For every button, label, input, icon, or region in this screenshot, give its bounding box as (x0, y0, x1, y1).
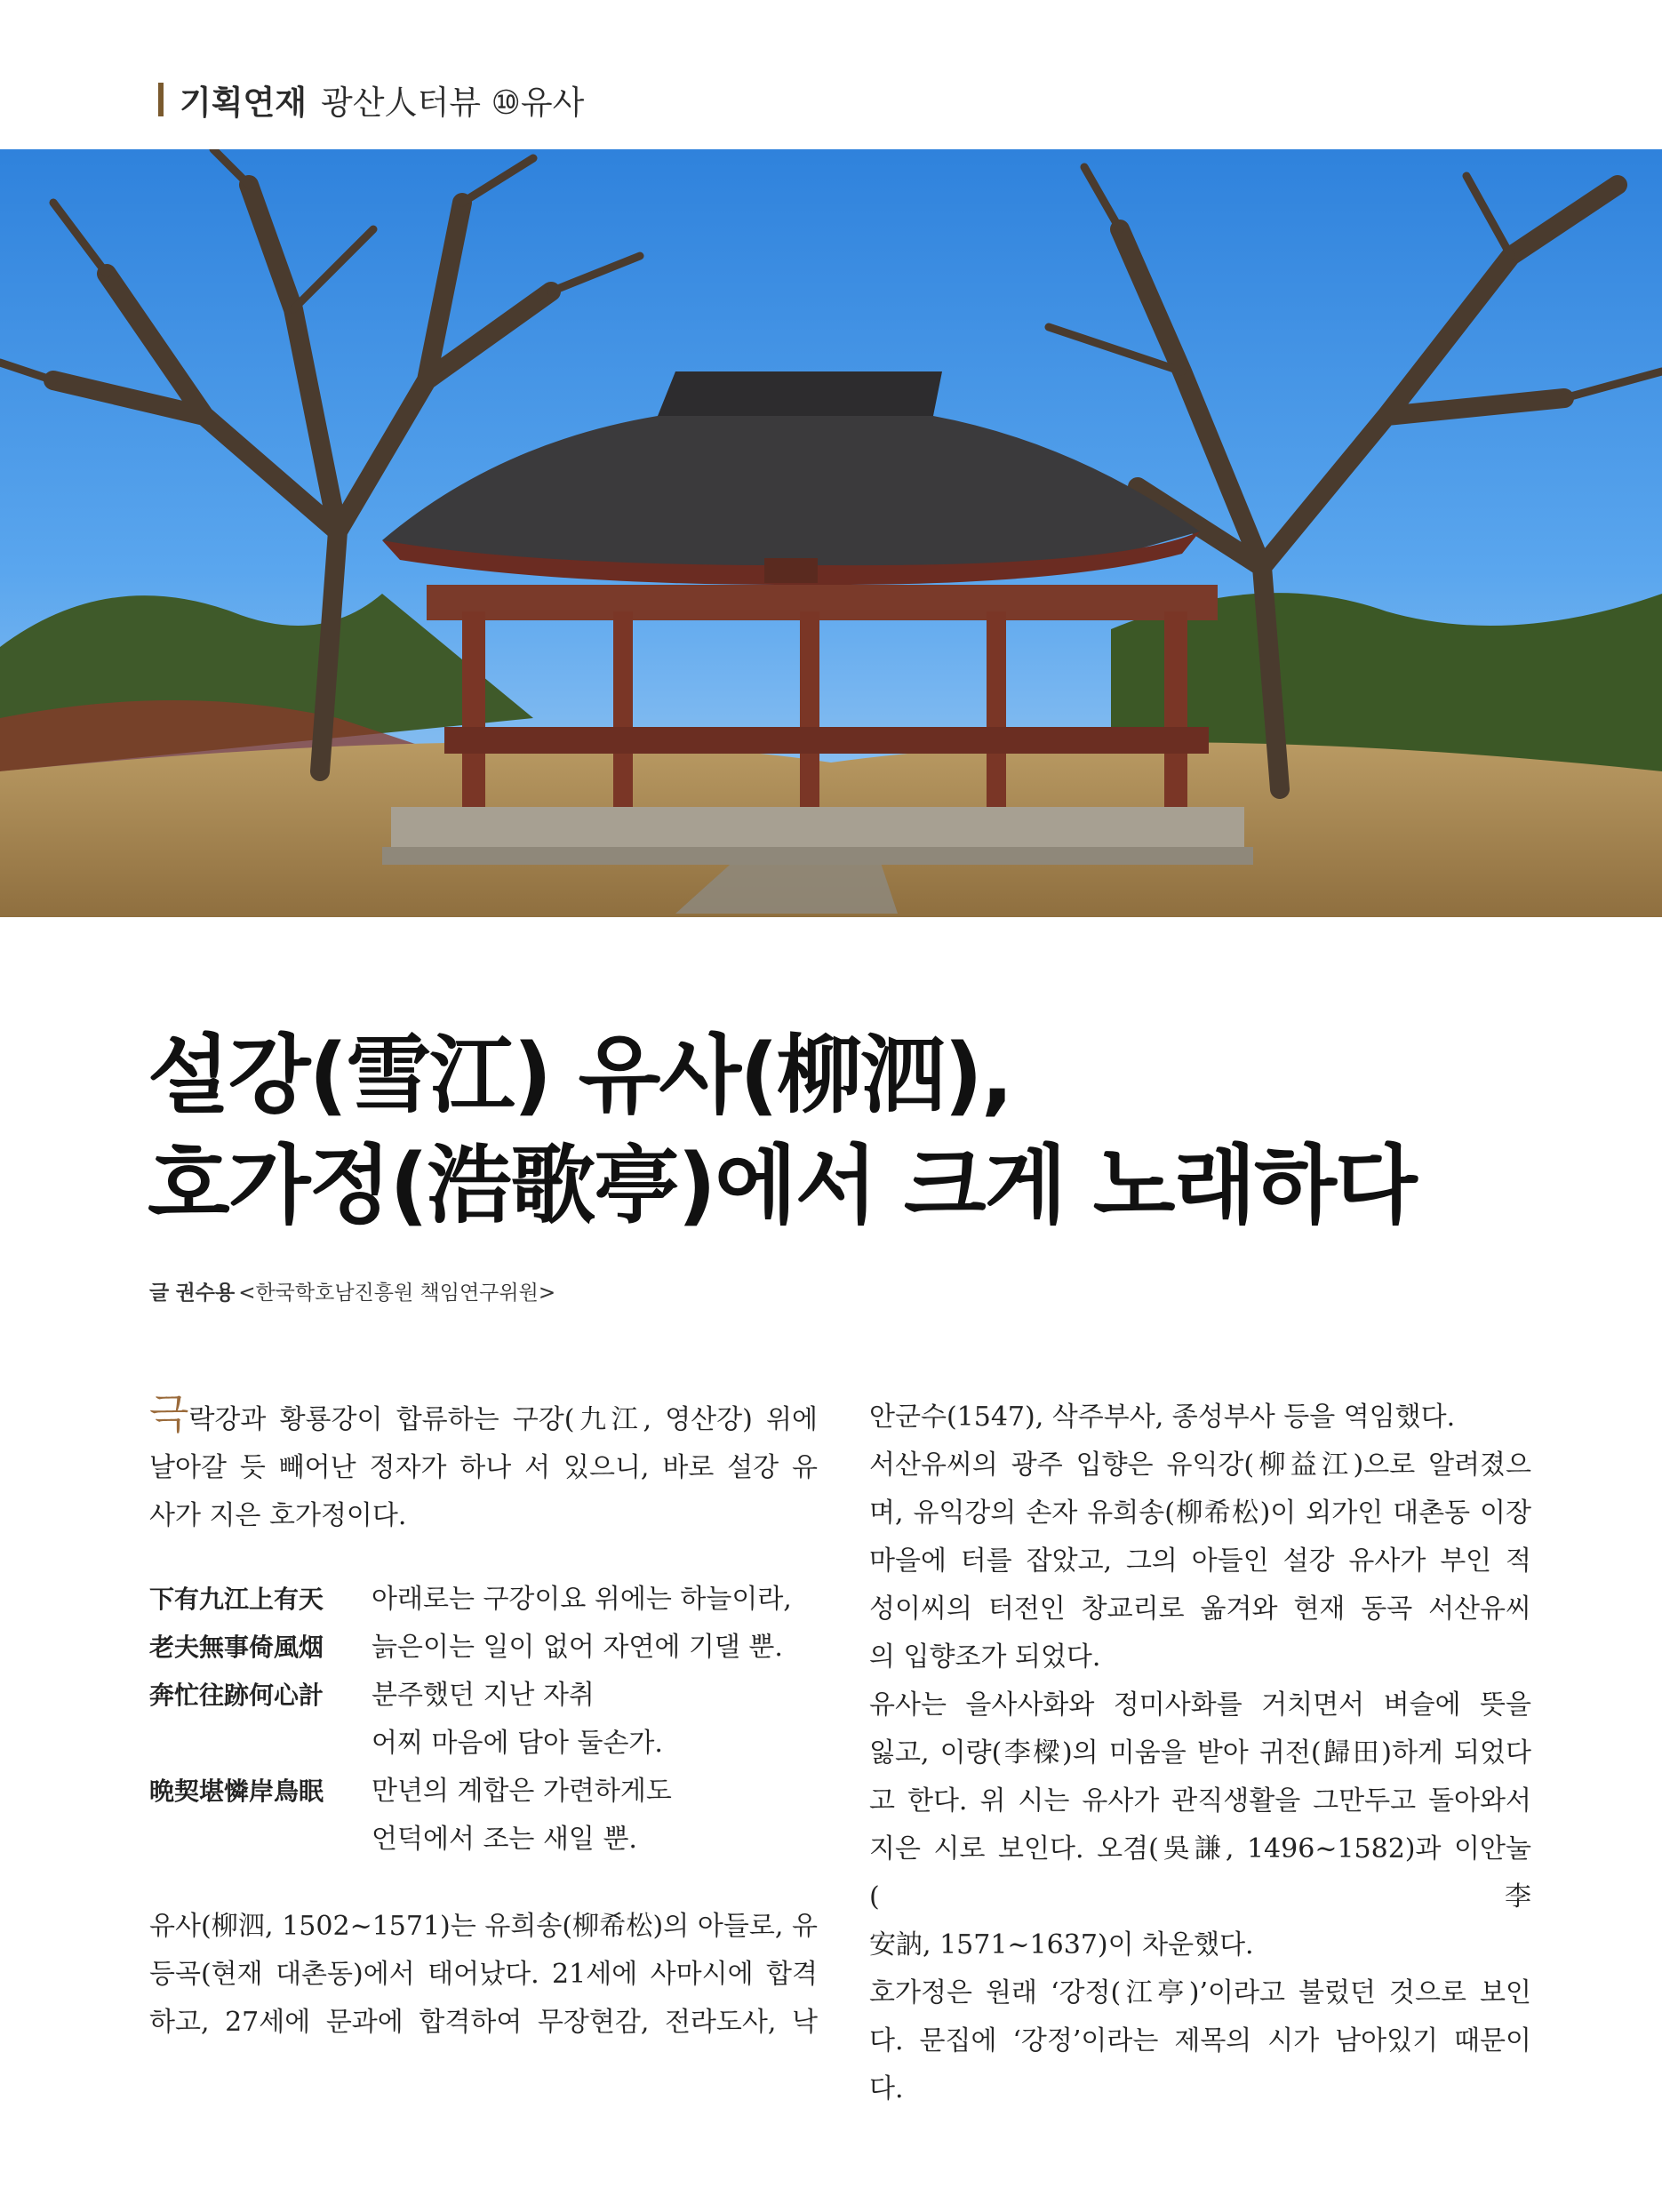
bio-line: 하고, 27세에 문과에 합격하여 무장현감, 전라도사, 낙 (149, 2007, 818, 2038)
body-line: 다. (869, 2073, 904, 2104)
body-line: 다. 문집에 ‘강정’이라는 제목의 시가 남아있기 때문이 (869, 2025, 1531, 2056)
photo-illustration (0, 149, 1662, 917)
poem-row (149, 1576, 818, 1624)
author-affiliation: <한국학호남진흥원 책임연구위원> (238, 1282, 556, 1305)
bio-line: 유사(柳泗, 1502~1571)는 유희송(柳希松)의 아들로, 유 (149, 1911, 818, 1942)
poem-row (149, 1816, 818, 1864)
poem-hanja: 老夫無事倚風烟 (149, 1633, 324, 1662)
intro-line: 날아갈 듯 빼어난 정자가 하나 서 있으니, 바로 설강 유 (149, 1452, 818, 1483)
body-line: 잃고, 이량(李樑)의 미움을 받아 귀전(歸田)하게 되었다 (869, 1737, 1531, 1769)
poem-row (149, 1672, 818, 1720)
pavilion-photo (0, 149, 1662, 917)
body-line: 며, 유익강의 손자 유희송(柳希松)이 외가인 대촌동 이장 (869, 1497, 1531, 1529)
pavilion-signboard (764, 558, 818, 583)
series-subtitle: 광산人터뷰 ⑩유사 (320, 84, 585, 122)
body-line: 의 입향조가 되었다. (869, 1641, 1101, 1673)
poem-hanja: 奔忙往跡何心計 (149, 1681, 324, 1710)
body-line: 고 한다. 위 시는 유사가 관직생활을 그만두고 돌아와서 (869, 1785, 1531, 1817)
poem-korean: 분주했던 지난 자취 (372, 1680, 595, 1711)
byline-label: 글 (149, 1282, 170, 1305)
byline (149, 1276, 555, 1306)
poem-hanja (149, 1816, 372, 1864)
header-accent-bar (158, 83, 164, 116)
body-line: 호가정은 원래 ‘강정(江亭)’이라고 불렀던 것으로 보인 (869, 1977, 1531, 2008)
page-header (158, 76, 584, 123)
title-line-1: 설강(雪江) 유사(柳泗), (148, 1026, 1012, 1125)
poem-korean: 늙은이는 일이 없어 자연에 기댈 뿐. (372, 1632, 783, 1663)
poem-korean: 어찌 마음에 담아 둘손가. (372, 1728, 663, 1759)
right-column (869, 1393, 1531, 2113)
poem-hanja: 下有九江上有天 (149, 1585, 324, 1614)
poem-row (149, 1768, 818, 1816)
intro-line: 극락강과 황룡강이 합류하는 구강(九江, 영산강) 위에 (149, 1390, 818, 1438)
body-line: 서산유씨의 광주 입향은 유익강(柳益江)으로 알려졌으 (869, 1449, 1531, 1481)
poem (149, 1576, 818, 1864)
poem-korean: 만년의 계합은 가련하게도 (372, 1776, 672, 1807)
title-line-2: 호가정(浩歌亭)에서 크게 노래하다 (148, 1136, 1416, 1235)
series-label: 기획연재 (180, 84, 307, 122)
poem-row (149, 1624, 818, 1672)
bio-line: 등곡(현재 대촌동)에서 태어났다. 21세에 사마시에 합격 (149, 1959, 818, 1990)
body-line: 성이씨의 터전인 창교리로 옮겨와 현재 동곡 서산유씨 (869, 1593, 1531, 1625)
body-line: 安訥, 1571~1637)이 차운했다. (869, 1929, 1254, 1960)
poem-korean: 언덕에서 조는 새일 뿐. (372, 1824, 637, 1855)
body-line: 지은 시로 보인다. 오겸(吳謙, 1496~1582)과 이안눌(李 (869, 1833, 1531, 1913)
left-column (149, 1390, 818, 2047)
article-title (148, 1020, 1534, 1241)
body-line: 마을에 터를 잡았고, 그의 아들인 설강 유사가 부인 적 (869, 1545, 1531, 1577)
poem-hanja: 晩契堪憐岸鳥眠 (149, 1777, 324, 1806)
body-line: 유사는 을사사화와 정미사화를 거치면서 벼슬에 뜻을 (869, 1689, 1531, 1721)
intro-line: 사가 지은 호가정이다. (149, 1500, 407, 1531)
poem-hanja (149, 1720, 372, 1768)
body-line: 안군수(1547), 삭주부사, 종성부사 등을 역임했다. (869, 1401, 1456, 1433)
dropcap: 극 (149, 1390, 189, 1438)
poem-korean: 아래로는 구강이요 위에는 하늘이라, (372, 1584, 792, 1615)
author-name: 권수용 (175, 1282, 236, 1305)
poem-row (149, 1720, 818, 1768)
